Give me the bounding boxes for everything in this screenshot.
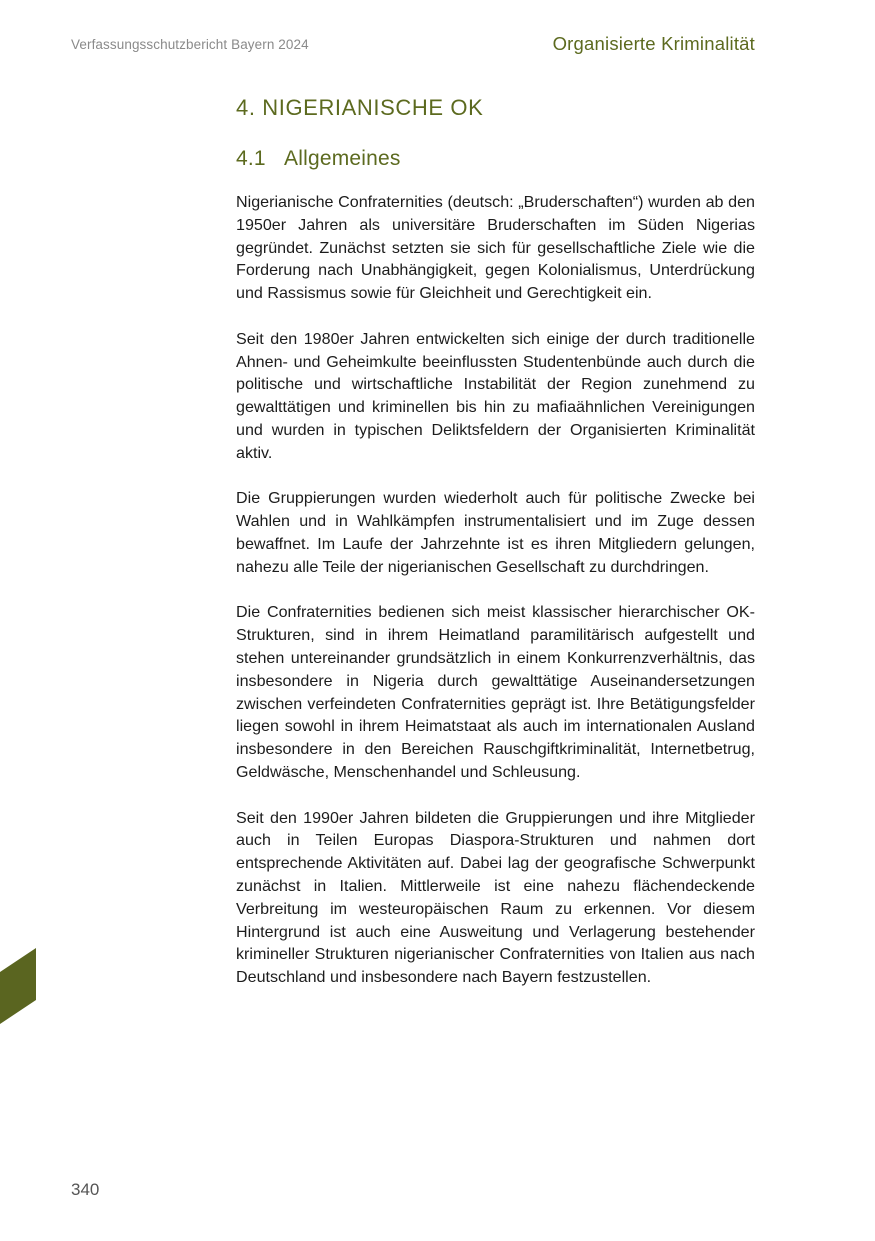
page-content	[236, 93, 755, 989]
paragraph-5: Seit den 1990er Jahren bildeten die Gruppierungen und ihre Mitglieder auch in Teilen Europas Diaspora-Strukturen und nahmen dort entsprechende Aktivitäten auf. Dabei lag der geografische Schwerpunkt zunächst in Italien. Mittlerweile ist eine nahezu flächendeckende Verbreitung im westeuropäischen Raum zu erkennen. Vor diesem Hintergrund ist auch eine Ausweitung und Verlagerung bestehender krimineller Strukturen nigerianischer Confraternities von Italien aus nach Deutschland und insbesondere nach Bayern festzustellen.	[236, 808, 755, 987]
running-head-chapter: Organisierte Kriminalität	[552, 33, 755, 54]
body-text	[236, 191, 755, 989]
section-number: 4.1	[236, 147, 266, 170]
chapter-title: 4. NIGERIANISCHE OK	[236, 95, 484, 120]
paragraph-1: Nigerianische Confraternities (deutsch: „Bruderschaften“) wurden ab den 1950er Jahren als universitäre Bruderschaften im Süden Nigerias gegründet. Zunächst setzten sie sich für gesellschaftliche Ziele wie die Forderung nach Unabhängigkeit, gegen Kolonialismus, Unterdrückung und Rassismus sowie für Gleichheit und Gerechtigkeit ein.	[236, 193, 755, 303]
section-heading	[236, 144, 755, 174]
paragraph-2: Seit den 1980er Jahren entwickelten sich einige der durch traditionelle Ahnen- und Geheimkulte beeinflussten Studentenbünde auch durch die politische und wirtschaftliche Instabilität der Region zunehmend zu gewalttätigen und kriminellen bis hin zu mafiaähnlichen Vereinigungen und wurden in typischen Deliktsfeldern der Organisierten Kriminalität aktiv.	[236, 329, 755, 462]
paragraph-4: Die Confraternities bedienen sich meist klassischer hierarchischer OK-Strukturen, sind in ihrem Heimatland paramilitärisch aufgestellt und stehen untereinander grundsätzlich in einem Konkurrenzverhältnis, das insbesondere in Nigeria durch gewalttätige Auseinandersetzungen zwischen verfeindeten Confraternities geprägt ist. Ihre Betätigungsfelder liegen sowohl in ihrem Heimatstaat als auch im internationalen Ausland insbesondere in den Bereichen Rauschgiftkriminalität, Internetbetrug, Geldwäsche, Menschenhandel und Schleusung.	[236, 603, 755, 781]
running-head-report-title: Verfassungsschutzbericht Bayern 2024	[71, 37, 309, 52]
page-number: 340	[71, 1180, 100, 1199]
paragraph-3: Die Gruppierungen wurden wiederholt auch für politische Zwecke bei Wahlen und in Wahlkämpfen instrumentalisiert und im Zuge dessen bewaffnet. Im Laufe der Jahrzehnte ist es ihren Mitgliedern gelungen, nahezu alle Teile der nigerianischen Gesellschaft zu durchdringen.	[236, 489, 755, 576]
chapter-tab-marker	[0, 948, 36, 1024]
section-title: Allgemeines	[284, 147, 401, 170]
